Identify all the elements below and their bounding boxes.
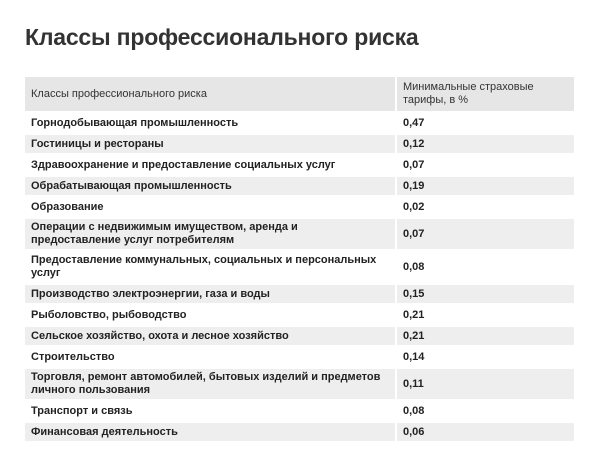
- row-value: 0,19: [395, 177, 574, 195]
- row-value: 0,08: [395, 402, 574, 420]
- table-row: [25, 219, 574, 249]
- header-risk-class: Классы профессионального риска: [25, 77, 395, 111]
- row-value: 0,07: [395, 219, 574, 249]
- row-label: Образование: [25, 198, 395, 216]
- row-value: 0,02: [395, 198, 574, 216]
- row-value: 0,14: [395, 348, 574, 366]
- table-row: [25, 327, 574, 345]
- row-value: 0,21: [395, 306, 574, 324]
- row-label: Рыболовство, рыбоводство: [25, 306, 395, 324]
- row-value: 0,21: [395, 327, 574, 345]
- row-value: 0,06: [395, 423, 574, 441]
- table-row: [25, 114, 574, 132]
- row-label: Предоставление коммунальных, социальных и персональных услуг: [25, 252, 395, 282]
- risk-classes-table: [25, 74, 574, 444]
- row-value: 0,47: [395, 114, 574, 132]
- row-label: Финансовая деятельность: [25, 423, 395, 441]
- row-label: Сельское хозяйство, охота и лесное хозяйство: [25, 327, 395, 345]
- row-value: 0,07: [395, 156, 574, 174]
- row-value: 0,12: [395, 135, 574, 153]
- table-row: [25, 369, 574, 399]
- table-row: [25, 156, 574, 174]
- row-value: 0,15: [395, 285, 574, 303]
- row-label: Здравоохранение и предоставление социальных услуг: [25, 156, 395, 174]
- row-label: Торговля, ремонт автомобилей, бытовых изделий и предметов личного пользования: [25, 369, 395, 399]
- row-label: Строительство: [25, 348, 395, 366]
- table-row: [25, 423, 574, 441]
- table-row: [25, 402, 574, 420]
- row-label: Гостиницы и рестораны: [25, 135, 395, 153]
- header-min-tariff: Минимальные страховые тарифы, в %: [395, 77, 574, 111]
- table-row: [25, 198, 574, 216]
- table-row: [25, 285, 574, 303]
- risk-classes-table-wrap: [25, 74, 574, 444]
- row-label: Производство электроэнергии, газа и воды: [25, 285, 395, 303]
- table-row: [25, 348, 574, 366]
- row-label: Обрабатывающая промышленность: [25, 177, 395, 195]
- table-row: [25, 306, 574, 324]
- row-label: Операции с недвижимым имуществом, аренда и предоставление услуг потребителям: [25, 219, 395, 249]
- row-value: 0,11: [395, 369, 574, 399]
- page-title: Классы профессионального риска: [25, 24, 419, 50]
- row-label: Горнодобывающая промышленность: [25, 114, 395, 132]
- table-row: [25, 177, 574, 195]
- table-header-row: [25, 77, 574, 111]
- row-value: 0,08: [395, 252, 574, 282]
- row-label: Транспорт и связь: [25, 402, 395, 420]
- table-row: [25, 135, 574, 153]
- table-row: [25, 252, 574, 282]
